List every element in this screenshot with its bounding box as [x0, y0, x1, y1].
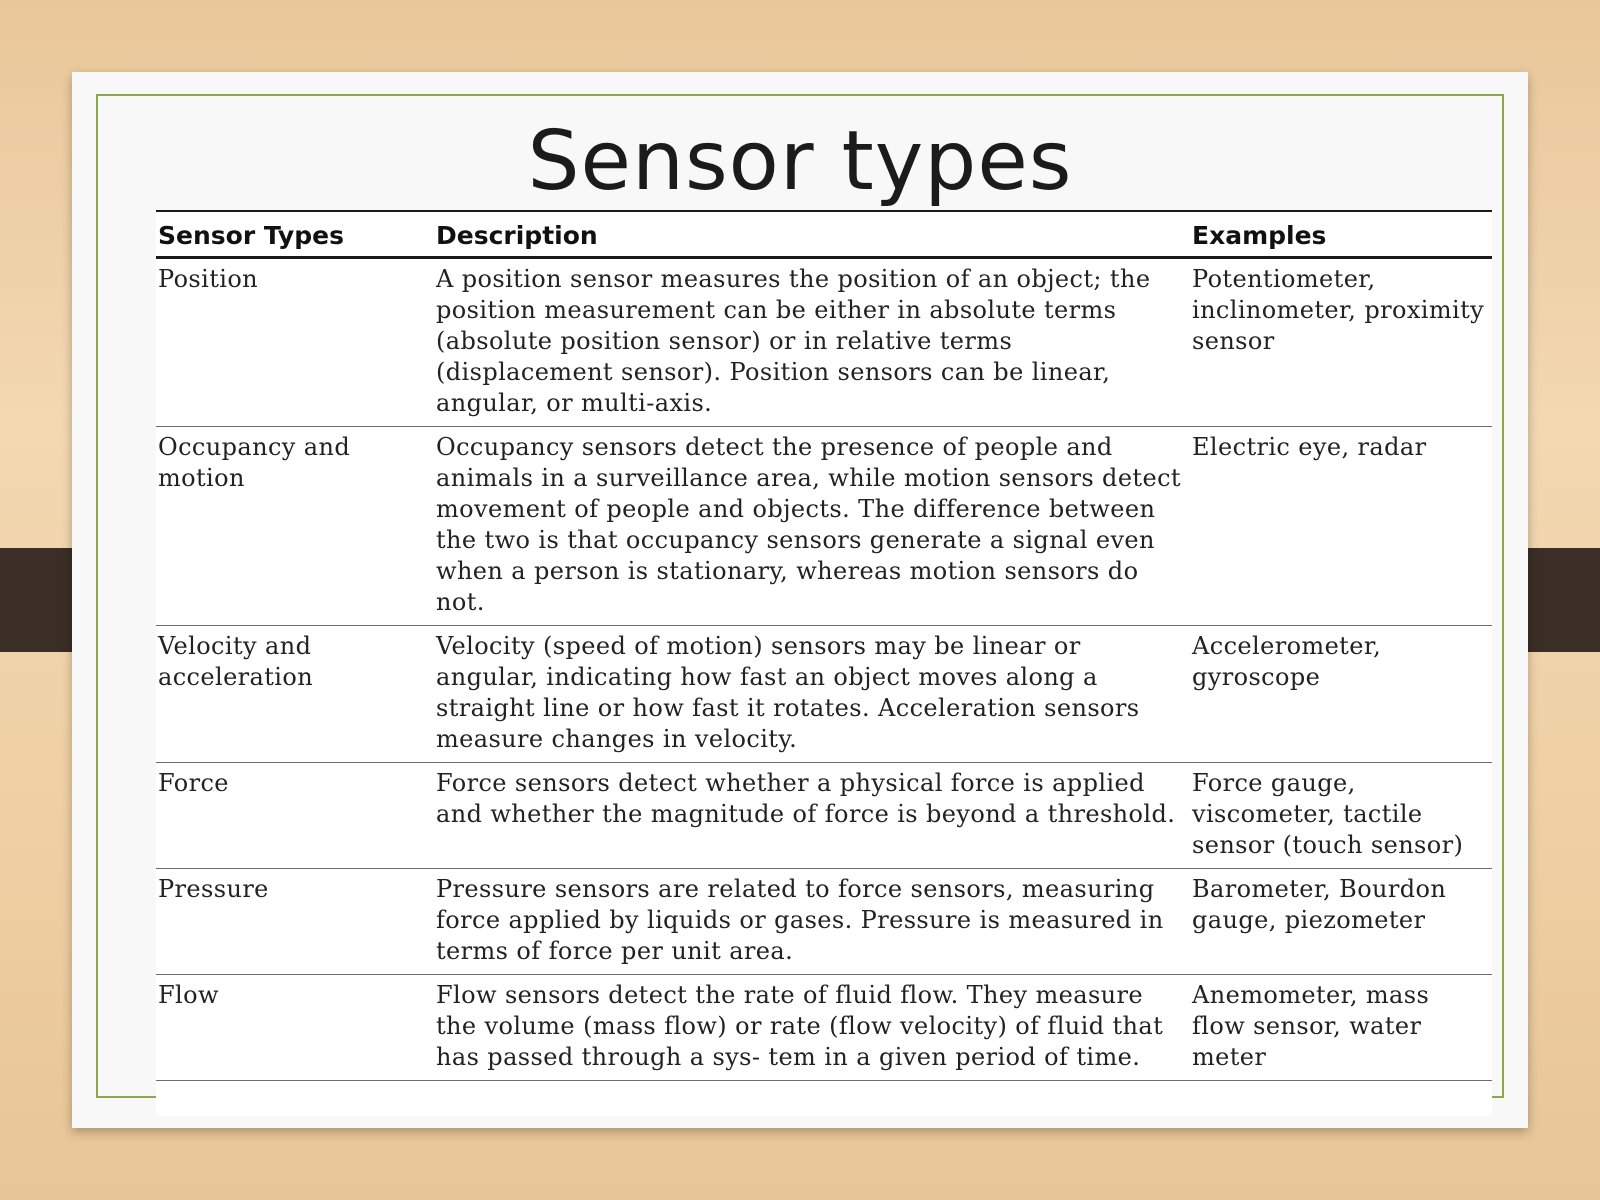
table-row [156, 626, 1492, 763]
row-examples: Force gauge, viscometer, tactile sensor (touch sensor) [1190, 763, 1492, 869]
row-sensor-type: Occupancy and motion [156, 427, 434, 626]
table-row [156, 427, 1492, 626]
row-examples: Electric eye, radar [1190, 427, 1492, 626]
row-sensor-type: Flow [156, 975, 434, 1081]
header-description: Description [434, 211, 1190, 258]
row-examples: Barometer, Bourdon gauge, piezometer [1190, 869, 1492, 975]
header-examples: Examples [1190, 211, 1492, 258]
row-description: Velocity (speed of motion) sensors may be linear or angular, indicating how fast an object moves along a straight line or how fast it rotates. Acceleration sensors measure changes in velocity. [434, 626, 1190, 763]
slide-title: Sensor types [527, 114, 1073, 209]
sensor-types-table [156, 210, 1492, 1081]
row-description: Occupancy sensors detect the presence of people and animals in a surveillance area, while motion sensors detect movement of people and objects. The difference between the two is that occupancy sensors generate a signal even when a person is stationary, whereas motion sensors do not. [434, 427, 1190, 626]
row-sensor-type: Force [156, 763, 434, 869]
row-description: Flow sensors detect the rate of fluid flow. They measure the volume (mass flow) or rate (flow velocity) of fluid that has passed through a sys- tem in a given period of time. [434, 975, 1190, 1081]
table-row [156, 258, 1492, 427]
slide-frame [96, 94, 1504, 1098]
row-sensor-type: Velocity and acceleration [156, 626, 434, 763]
row-sensor-type: Position [156, 258, 434, 427]
row-description: Pressure sensors are related to force sensors, measuring force applied by liquids or gases. Pressure is measured in terms of force per unit area. [434, 869, 1190, 975]
row-examples: Potentiometer, inclinometer, proximity sensor [1190, 258, 1492, 427]
slide [72, 72, 1528, 1128]
sensor-table-panel [156, 210, 1492, 1116]
table-row [156, 975, 1492, 1081]
row-description: Force sensors detect whether a physical force is applied and whether the magnitude of force is beyond a threshold. [434, 763, 1190, 869]
row-examples: Anemometer, mass flow sensor, water meter [1190, 975, 1492, 1081]
row-sensor-type: Pressure [156, 869, 434, 975]
header-sensor-types: Sensor Types [156, 211, 434, 258]
row-examples: Accelerometer, gyroscope [1190, 626, 1492, 763]
row-description: A position sensor measures the position of an object; the position measurement can be either in absolute terms (absolute position sensor) or in relative terms (displacement sensor). Position sensors can be linear, angular, or multi-axis. [434, 258, 1190, 427]
table-header-row [156, 211, 1492, 258]
table-row [156, 869, 1492, 975]
table-row [156, 763, 1492, 869]
